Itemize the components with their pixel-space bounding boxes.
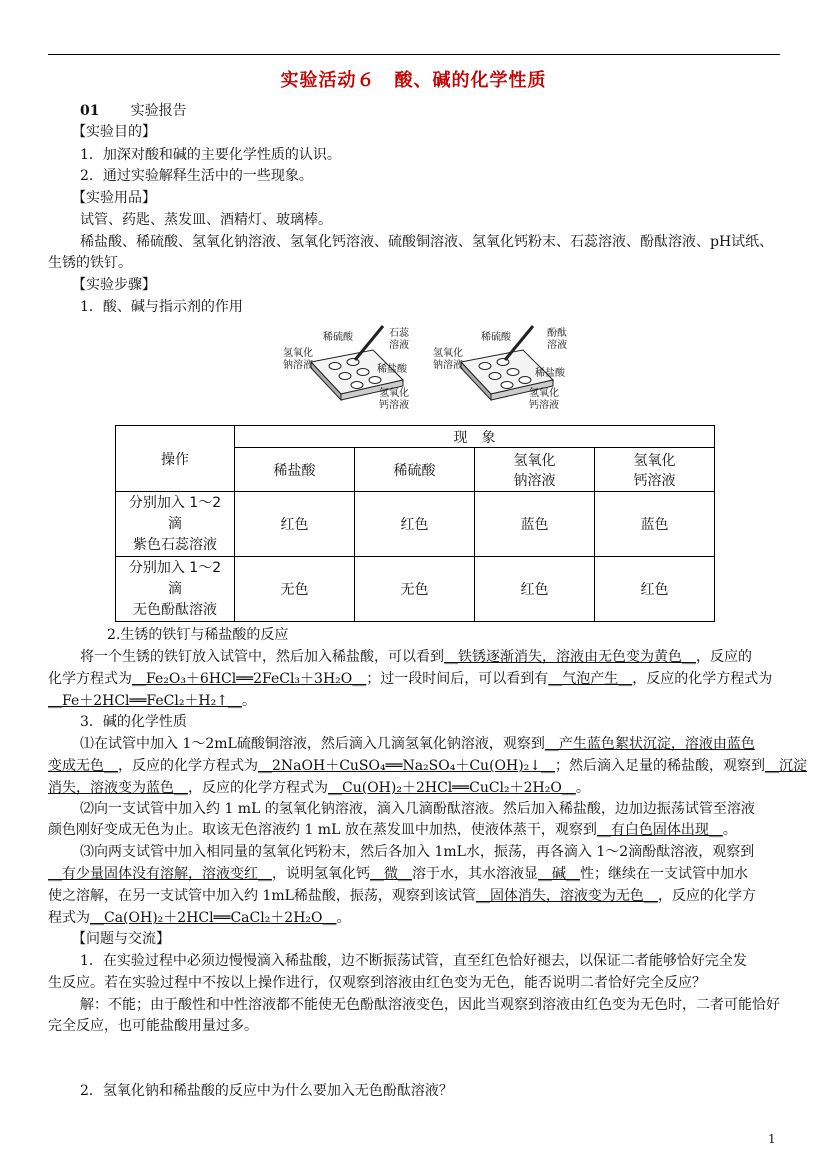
table-row	[116, 492, 715, 557]
table-cell: 蓝色	[475, 492, 595, 557]
fig-label: 稀硫酸	[481, 332, 511, 343]
steps-heading: 【实验步骤】	[72, 277, 156, 293]
step3-line: ⑶向两支试管中加入相同量的氢氧化钙粉末，然后各加入 1mL水，振荡，再各滴入 1～2滴酚酞溶液，观察到	[80, 844, 755, 860]
purpose-item: 2．通过实验解释生活中的一些现象。	[80, 168, 313, 184]
table-col-header: 稀硫酸	[355, 448, 475, 492]
step3-line: 变成无色__，反应的化学方程式为__2NaOH＋CuSO₄══Na₂SO₄＋Cu(OH)₂↓__；然后滴入足量的稀盐酸，观察到__沉淀	[48, 758, 808, 774]
materials-line: 试管、药匙、蒸发皿、酒精灯、玻璃棒。	[80, 212, 332, 228]
qa-heading: 【问题与交流】	[72, 931, 170, 947]
step3-heading: 3．碱的化学性质	[80, 714, 187, 730]
question-1: 生反应。若在实验过程中不按以上操作进行，仅观察到溶液由红色变为无色，能否说明二者恰好完全反应？	[48, 975, 706, 991]
fig-label: 钙溶液	[529, 400, 559, 411]
purpose-heading: 【实验目的】	[72, 124, 156, 140]
step3-line: 消失，溶液变为蓝色__，反应的化学方程式为__Cu(OH)₂＋2HCl══CuCl₂＋2H₂O__。	[48, 780, 590, 796]
table-cell: 无色	[355, 557, 475, 622]
step3-line: ⑵向一支试管中加入约 1 mL 的氢氧化钠溶液，滴入几滴酚酞溶液。然后加入稀盐酸，边加边振荡试管至溶液	[80, 801, 755, 817]
fig-label: 钙溶液	[379, 400, 409, 411]
fig-label: 溶液	[389, 340, 409, 351]
table-cell: 蓝色	[595, 492, 715, 557]
materials-line: 稀盐酸、稀硫酸、氢氧化钠溶液、氢氧化钙溶液、硫酸铜溶液、氢氧化钙粉末、石蕊溶液、酚酞溶液、pH试纸、	[80, 234, 774, 250]
table-col-header: 稀盐酸	[235, 448, 355, 492]
table-header-phenomenon: 现 象	[235, 426, 715, 448]
fig-label: 酚酞	[547, 328, 567, 339]
table-cell: 红色	[235, 492, 355, 557]
table-cell-op: 分别加入 1～2 滴 无色酚酞溶液	[116, 557, 235, 622]
step2-line: 将一个生锈的铁钉放入试管中，然后加入稀盐酸，可以看到__铁锈逐渐消失，溶液由无色变为黄色__，反应的	[80, 649, 752, 665]
step3-line: 颜色刚好变成无色为止。取该无色溶液约 1 mL 放在蒸发皿中加热，使液体蒸干，观察到__有白色固体出现__。	[48, 822, 737, 838]
page-number: 1	[768, 1132, 776, 1146]
table-header-op: 操作	[116, 426, 235, 492]
fig-label: 钠溶液	[433, 360, 463, 371]
step2-line: 化学方程式为__Fe₂O₃＋6HCl══2FeCl₃＋3H₂O__；过一段时间后，可以看到有__气泡产生__，反应的化学方程式为	[48, 671, 773, 687]
indicator-table	[115, 425, 715, 622]
step2-heading: 2.生锈的铁钉与稀盐酸的反应	[107, 627, 289, 643]
step3-line: 程式为__Ca(OH)₂＋2HCl══CaCl₂＋2H₂O__。	[48, 910, 351, 926]
fig-label: 氢氧化	[529, 388, 559, 399]
table-cell-op: 分别加入 1～2 滴 紫色石蕊溶液	[116, 492, 235, 557]
question-2: 2．氢氧化钠和稀盐酸的反应中为什么要加入无色酚酞溶液？	[80, 1083, 453, 1099]
fig-label: 稀盐酸	[535, 368, 565, 379]
question-1: 1．在实验过程中必须边慢慢滴入稀盐酸，边不断振荡试管，直至红色恰好褪去，以保证二者能够恰好完全发	[80, 953, 747, 969]
table-col-header: 氢氧化 钠溶液	[475, 448, 595, 492]
fig-label: 石蕊	[389, 328, 409, 339]
table-cell: 红色	[595, 557, 715, 622]
step2-line: __Fe＋2HCl══FeCl₂＋H₂↑__。	[48, 693, 256, 709]
table-cell: 无色	[235, 557, 355, 622]
step1-heading: 1．酸、碱与指示剂的作用	[80, 299, 243, 315]
table-cell: 红色	[355, 492, 475, 557]
purpose-item: 1．加深对酸和碱的主要化学性质的认识。	[80, 147, 341, 163]
fig-label: 氢氧化	[433, 348, 463, 359]
materials-line: 生锈的铁钉。	[48, 255, 132, 271]
materials-heading: 【实验用品】	[72, 190, 156, 206]
answer-1: 解：不能；由于酸性和中性溶液都不能使无色酚酞溶液变色，因此当观察到溶液由红色变为无色时，二者可能恰好	[80, 997, 780, 1013]
header-rule	[48, 54, 780, 55]
fig-label: 溶液	[547, 340, 567, 351]
answer-1: 完全反应，也可能盐酸用量过多。	[48, 1018, 258, 1034]
table-col-header: 氢氧化 钙溶液	[595, 448, 715, 492]
fig-label: 氢氧化	[283, 348, 313, 359]
table-cell: 红色	[475, 557, 595, 622]
table-row	[116, 557, 715, 622]
section-number: 01	[80, 103, 100, 119]
spot-plate-figure	[283, 322, 593, 418]
fig-label: 稀盐酸	[377, 364, 407, 375]
step3-line: 使之溶解，在另一支试管中加入约 1mL稀盐酸，振荡，观察到该试管__固体消失，溶液变为无色__，反应的化学方	[48, 888, 756, 904]
step3-line: ⑴在试管中加入 1～2mL硫酸铜溶液，然后滴入几滴氢氧化钠溶液，观察到__产生蓝色絮状沉淀，溶液由蓝色	[80, 736, 755, 752]
fig-label: 氢氧化	[379, 388, 409, 399]
fig-label: 钠溶液	[283, 360, 313, 371]
section-label: 实验报告	[130, 103, 187, 119]
page-title: 实验活动６ 酸、碱的化学性质	[280, 70, 547, 91]
step3-line: __有少量固体没有溶解，溶液变红__，说明氢氧化钙__微__溶于水，其水溶液显__碱__性；继续在一支试管中加水	[48, 866, 748, 882]
section-heading	[80, 101, 780, 121]
fig-label: 稀硫酸	[323, 332, 353, 343]
